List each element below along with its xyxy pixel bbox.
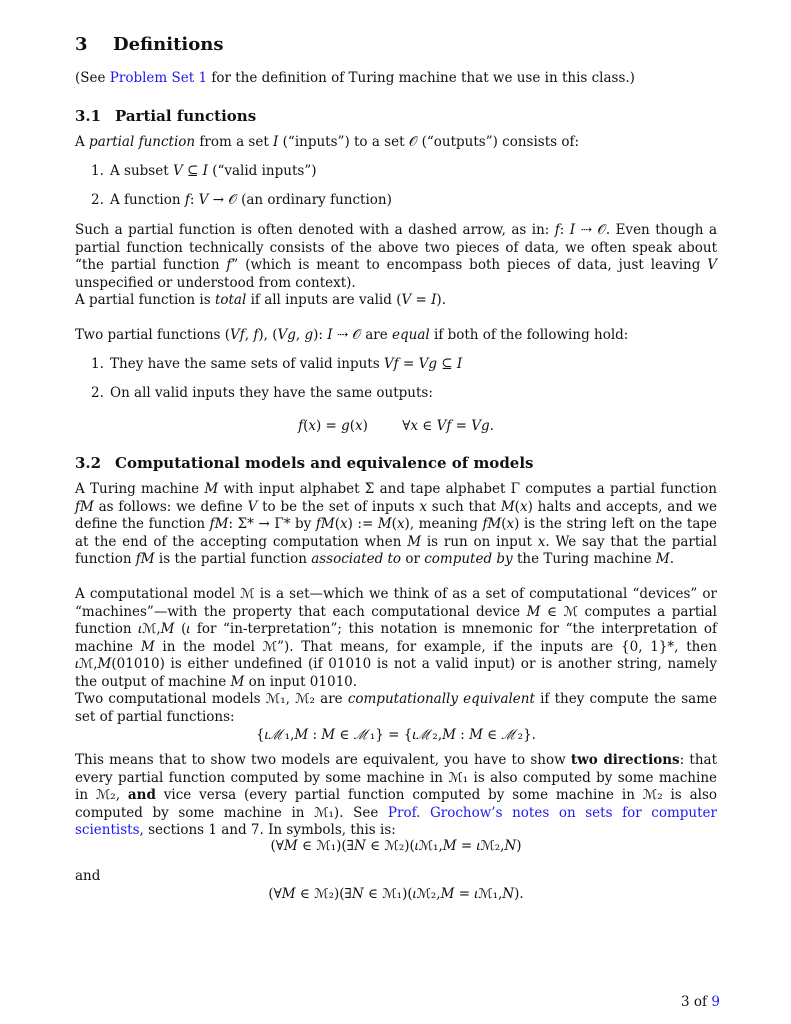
- subsection-heading-partial-functions: [75, 106, 717, 126]
- grochow-notes-link[interactable]: Prof. Grochow’s notes on sets for computer scientists: [75, 804, 717, 839]
- computational-model-paragraph: A computational model ℳ is a set—which we think of as a set of computational “devices” or “machines”—with the property that each computational device 𝑀 ∈ ℳ computes a partial function 𝜄ℳ,𝑀 (𝜄 for “in-terpretation”; this notation is mnemonic for “the interpretation of machine 𝑀 in the model ℳ”). That means, for example, if the inputs are {0, 1}*, then 𝜄ℳ,𝑀(01010) is either undefined (if 01010 is not a valid input) or is another string, namely the output of machine 𝑀 on input 01010.: [75, 586, 717, 690]
- text: from a set 𝐼 (“inputs”) to a set 𝒪 (“outputs”) consists of:: [195, 134, 580, 150]
- text: vice versa (every partial function computed by some machine in ℳ₂ is also computed by some machine in ℳ₁). See: [75, 787, 718, 821]
- text: A partial function is: [75, 292, 215, 308]
- turing-machine-paragraph: [75, 481, 717, 569]
- equation-equal-outputs: 𝑓(𝑥) = 𝑔(𝑥) ∀𝑥 ∈ 𝑉𝑓 = 𝑉𝑔.: [298, 418, 494, 434]
- term-partial-function: partial function: [89, 134, 196, 150]
- text: or: [401, 551, 425, 568]
- term-associated-to: associated to: [311, 551, 402, 568]
- subsection-number: 3.1: [75, 107, 102, 125]
- text: if both of the following hold:: [429, 327, 629, 343]
- and-word: and: [75, 868, 101, 884]
- dashed-arrow-paragraph: Such a partial function is often denoted with a dashed arrow, as in: 𝑓: 𝐼 ⇢ 𝒪. Even though a partial function technically consists of the above two pieces of data, we often speak about “the partial function 𝑓” (which is meant to encompass both pieces of data, just leaving 𝑉 unspecified or understood from context).: [75, 222, 717, 291]
- subsection-title: Partial functions: [115, 107, 257, 125]
- text: Two computational models ℳ₁, ℳ₂ are: [75, 691, 348, 707]
- text: A Turing machine 𝑀 with input alphabet Σ and tape alphabet Γ computes a partial function 𝑓𝑀 as follows: we define 𝑉 to be the set of inputs 𝑥 such that 𝑀(𝑥) halts and accepts, and we define the function 𝑓𝑀: Σ* → Γ* by 𝑓𝑀(𝑥) := 𝑀(𝑥), meaning 𝑓𝑀(𝑥) is the string left on the tape at the end of the accepting computation when 𝑀 is run on input 𝑥. We say that the partial function 𝑓𝑀 is the partial function: [75, 481, 717, 568]
- two-directions-paragraph: [75, 752, 717, 840]
- problem-set-link[interactable]: Problem Set 1: [109, 70, 208, 86]
- list-text: They have the same sets of valid inputs 𝑉𝑓 = 𝑉𝑔 ⊆ 𝐼: [110, 356, 463, 372]
- emphasis-and: and: [127, 787, 156, 804]
- list-number: 1.: [91, 356, 104, 372]
- list-text: On all valid inputs they have the same outputs:: [110, 385, 433, 401]
- list-item: [91, 385, 711, 403]
- equivalence-paragraph: [75, 691, 717, 726]
- text: Two partial functions (𝑉𝑓, 𝑓), (𝑉𝑔, 𝑔): 𝐼 ⇢ 𝒪 are: [75, 327, 393, 343]
- subsection-heading-computational-models: [75, 453, 717, 473]
- equation-equal-sets: {𝜄ℳ₁,𝑀 : 𝑀 ∈ ℳ₁} = {𝜄ℳ₂,𝑀 : 𝑀 ∈ ℳ₂}.: [256, 727, 536, 743]
- page-of: of: [689, 994, 712, 1010]
- equal-functions-paragraph: [75, 327, 717, 345]
- page-number: 3: [681, 994, 690, 1010]
- list-number: 2.: [91, 192, 104, 208]
- text: : that every partial function computed by some machine in ℳ₁ is also computed by some machine in ℳ₂,: [75, 752, 717, 804]
- total-pages-link[interactable]: 9: [711, 994, 720, 1010]
- list-number: 2.: [91, 385, 104, 401]
- intro-open: (See: [75, 70, 110, 86]
- partial-function-definition: [75, 134, 717, 152]
- intro-paragraph: [75, 70, 717, 88]
- section-number: 3: [75, 34, 88, 55]
- list-item: [91, 356, 711, 374]
- list-number: 1.: [91, 163, 104, 179]
- list-item: [91, 192, 711, 210]
- equation-direction-two: (∀𝑀 ∈ ℳ₂)(∃𝑁 ∈ ℳ₁)(𝜄ℳ₂,𝑀 = 𝜄ℳ₁,𝑁).: [268, 886, 524, 902]
- term-computed-by: computed by: [424, 551, 513, 568]
- list-text: A function 𝑓: 𝑉 → 𝒪 (an ordinary function): [110, 192, 392, 208]
- term-total: total: [214, 292, 247, 308]
- emphasis-two-directions: two directions: [570, 752, 680, 768]
- total-function-paragraph: [75, 292, 717, 310]
- term-computationally-equivalent: computationally equivalent: [347, 691, 535, 707]
- page-footer: [681, 994, 720, 1012]
- subsection-title: Computational models and equivalence of models: [115, 454, 534, 472]
- term-equal: equal: [392, 327, 430, 343]
- text: the Turing machine 𝑀.: [512, 551, 674, 568]
- subsection-number: 3.2: [75, 454, 102, 472]
- equation-direction-one: (∀𝑀 ∈ ℳ₁)(∃𝑁 ∈ ℳ₂)(𝜄ℳ₁,𝑀 = 𝜄ℳ₂,𝑁): [270, 838, 522, 854]
- intro-rest: for the definition of Turing machine that we use in this class.): [207, 70, 635, 86]
- text: This means that to show two models are equivalent, you have to show: [75, 752, 571, 768]
- section-heading: [75, 34, 717, 56]
- section-title: Definitions: [113, 34, 224, 55]
- text: A: [75, 134, 90, 150]
- list-item: [91, 163, 711, 181]
- list-text: A subset 𝑉 ⊆ 𝐼 (“valid inputs”): [110, 163, 317, 179]
- text: , sections 1 and 7. In symbols, this is:: [139, 822, 396, 839]
- text: if they compute the same set of partial functions:: [75, 691, 717, 725]
- text: if all inputs are valid (𝑉 = 𝐼).: [246, 292, 446, 308]
